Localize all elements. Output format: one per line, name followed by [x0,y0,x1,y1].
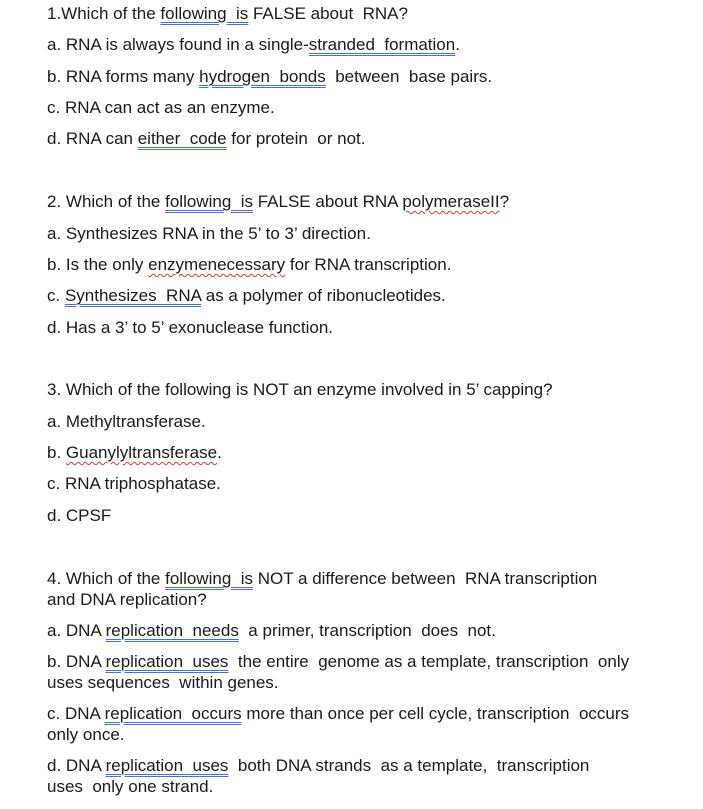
text-segment: as a polymer of ribonucleotides. [201,286,446,305]
text-segment: a. Methyltransferase. [47,412,206,431]
text-segment: b. RNA forms many [47,67,200,86]
text-segment: both DNA strands as a template, transcription [228,756,590,775]
grammar-flagged-text[interactable]: following is [165,569,253,588]
question-4-option-d-continued [47,776,677,797]
text-segment: a. RNA is always found in a single- [47,35,309,54]
text-segment: for protein or not. [226,129,366,148]
text-segment: more than once per cell cycle, transcription occurs [241,704,630,723]
text-segment: a primer, transcription does not. [238,621,496,640]
text-segment: 3. Which of the following is NOT an enzyme involved in 5’ capping? [47,380,553,399]
text-segment: for RNA transcription. [285,255,452,274]
text-segment: b. [47,443,66,462]
question-4-option-a [47,620,677,641]
spelling-flagged-text[interactable]: enzymenecessary [148,255,286,274]
question-1-stem [47,3,677,24]
text-segment: uses sequences within genes. [47,673,279,692]
question-2-option-d [47,317,677,338]
grammar-flagged-text[interactable]: Synthesizes RNA [64,286,202,305]
text-segment: NOT a difference between RNA transcription [253,569,598,588]
question-4-option-d [47,755,677,776]
text-segment: ? [499,192,510,211]
grammar-flagged-text[interactable]: replication needs [105,621,239,640]
question-3-stem [47,379,677,400]
question-3-option-b [47,442,677,463]
question-1-option-d [47,128,677,149]
question-4-option-b [47,651,677,672]
text-segment: d. RNA can [47,129,138,148]
text-segment: d. CPSF [47,506,112,525]
text-segment: c. [47,286,65,305]
text-segment: 1.Which of the [47,4,161,23]
grammar-flagged-text[interactable]: either code [137,129,227,148]
text-segment: c. RNA can act as an enzyme. [47,98,275,117]
text-segment: only once. [47,725,125,744]
question-2-option-b [47,254,677,275]
question-2-option-a [47,223,677,244]
text-segment: between base pairs. [325,67,493,86]
text-segment: a. DNA [47,621,106,640]
text-segment: . [217,443,222,462]
spelling-flagged-text[interactable]: polymeraseII [402,192,500,211]
grammar-flagged-text[interactable]: replication uses [105,652,229,671]
question-1-option-c [47,97,677,118]
grammar-flagged-text[interactable]: hydrogen bonds [199,67,326,86]
question-1-option-a [47,34,677,55]
question-3-option-d [47,505,677,526]
question-2-option-c [47,285,677,306]
text-segment: a. Synthesizes RNA in the 5’ to 3’ direction. [47,224,371,243]
text-segment: uses only one strand. [47,777,214,796]
text-segment: FALSE about RNA? [248,4,408,23]
grammar-flagged-text[interactable]: replication uses [105,756,229,775]
spelling-flagged-text[interactable]: Guanylyltransferase [65,443,218,462]
text-segment: 4. Which of the [47,569,166,588]
text-segment: c. DNA [47,704,105,723]
question-1-option-b [47,66,677,87]
question-4-stem-continued [47,589,677,610]
question-2-stem [47,191,677,212]
grammar-flagged-text[interactable]: replication occurs [104,704,242,723]
text-segment: b. Is the only [47,255,149,274]
text-segment: and DNA replication? [47,590,207,609]
question-4-option-c-continued [47,724,677,745]
text-segment: the entire genome as a template, transcription only [228,652,630,671]
text-segment: b. DNA [47,652,106,671]
grammar-flagged-text[interactable]: stranded formation [308,35,456,54]
question-4-stem [47,568,677,589]
text-segment: 2. Which of the [47,192,166,211]
text-segment: d. DNA [47,756,106,775]
text-segment: c. RNA triphosphatase. [47,474,221,493]
grammar-flagged-text[interactable]: following is [160,4,249,23]
text-segment: FALSE about RNA [253,192,403,211]
grammar-flagged-text[interactable]: following is [165,192,253,211]
text-segment: . [455,35,460,54]
question-4-option-b-continued [47,672,677,693]
question-3-option-a [47,411,677,432]
text-segment: d. Has a 3’ to 5’ exonuclease function. [47,318,334,337]
question-3-option-c [47,473,677,494]
question-4-option-c [47,703,677,724]
